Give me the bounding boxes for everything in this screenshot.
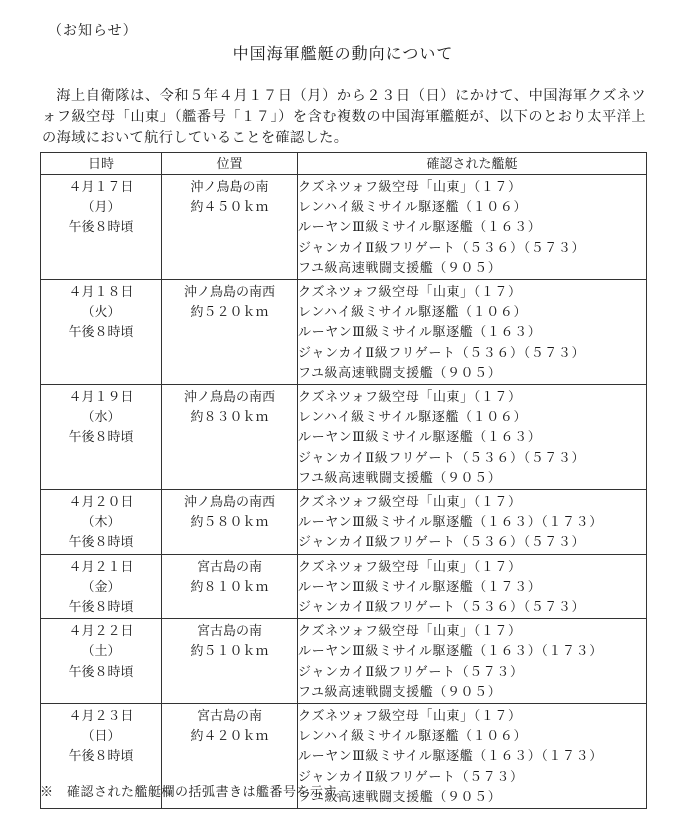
distance-text: 約４５０ｋｍ — [190, 200, 269, 216]
notice-label: （お知らせ） — [48, 23, 138, 39]
datetime-cell — [41, 385, 162, 490]
position-cell — [162, 385, 298, 490]
place-text: 沖ノ鳥島の南西 — [183, 390, 275, 406]
table-row — [41, 385, 647, 490]
weekday-text: （水） — [81, 410, 121, 426]
date-text: ４月２３日 — [68, 709, 134, 725]
vessel-item: ジャンカイⅡ級フリゲート（５７３） — [298, 769, 524, 785]
weekday-text: （火） — [81, 305, 121, 321]
time-text: 午後８時頃 — [68, 749, 134, 765]
vessel-item: フユ級高速戦闘支援艦（９０５） — [298, 365, 502, 381]
vessel-item: フユ級高速戦闘支援艦（９０５） — [298, 470, 502, 486]
weekday-text: （金） — [81, 579, 121, 595]
place-text: 沖ノ鳥島の南西 — [183, 495, 275, 511]
vessel-item: レンハイ級ミサイル駆逐艦（１０６） — [298, 305, 528, 321]
table-row — [41, 280, 647, 385]
weekday-text: （月） — [81, 200, 121, 216]
distance-text: 約５２０ｋｍ — [190, 305, 269, 321]
vessels-cell — [298, 385, 647, 490]
vessel-item: ジャンカイⅡ級フリゲート（５３６）（５７３） — [298, 345, 586, 361]
position-cell — [162, 554, 298, 619]
page-title: 中国海軍艦艇の動向について — [232, 44, 454, 63]
distance-text: 約８１０ｋｍ — [190, 579, 269, 595]
date-text: ４月２２日 — [68, 624, 134, 640]
place-text: 沖ノ鳥島の南 — [190, 180, 269, 195]
vessel-item: ルーヤンⅢ級ミサイル駆逐艦（１６３） — [298, 430, 542, 446]
vessel-item: ジャンカイⅡ級フリゲート（５３６）（５７３） — [298, 240, 586, 256]
vessel-item: クズネツォフ級空母「山東」（１７） — [298, 285, 522, 301]
vessel-item: レンハイ級ミサイル駆逐艦（１０６） — [298, 410, 528, 426]
vessel-item: ジャンカイⅡ級フリゲート（５７３） — [298, 664, 524, 680]
vessel-item: ルーヤンⅢ級ミサイル駆逐艦（１６３）（１７３） — [298, 749, 603, 765]
vessel-item: ジャンカイⅡ級フリゲート（５３６）（５７３） — [298, 450, 586, 466]
distance-text: 約８３０ｋｍ — [190, 410, 269, 426]
place-text: 沖ノ鳥島の南西 — [183, 285, 275, 301]
place-text: 宮古島の南 — [196, 559, 262, 575]
vessel-item: ルーヤンⅢ級ミサイル駆逐艦（１６３）（１７３） — [298, 515, 603, 531]
vessel-item: フユ級高速戦闘支援艦（９０５） — [298, 789, 502, 805]
date-text: ４月１８日 — [68, 285, 134, 301]
vessels-cell — [298, 704, 647, 809]
weekday-text: （木） — [81, 515, 121, 531]
vessel-item: フユ級高速戦闘支援艦（９０５） — [298, 260, 502, 276]
distance-text: 約５８０ｋｍ — [190, 515, 269, 531]
position-cell — [162, 280, 298, 385]
distance-text: 約５１０ｋｍ — [190, 644, 269, 660]
vessel-item: ルーヤンⅢ級ミサイル駆逐艦（１６３） — [298, 220, 542, 236]
intro-text: 海上自衛隊は、令和５年４月１７日（月）から２３日（日）にかけて、中国海軍クズネツォフ級空母「山東」（艦番号「１７」）を含む複数の中国海軍艦艇が、以下のとおり太平洋上の海域において航行していることを確認した。 — [42, 88, 646, 146]
header-position: 位置 — [162, 153, 298, 175]
vessels-cell — [298, 175, 647, 280]
vessels-cell — [298, 619, 647, 704]
vessel-item: フユ級高速戦闘支援艦（９０５） — [298, 684, 502, 700]
vessel-item: クズネツォフ級空母「山東」（１７） — [298, 624, 522, 640]
vessel-item: クズネツォフ級空母「山東」（１７） — [298, 709, 522, 725]
footnote: ※ 確認された艦艇欄の括弧書きは艦番号を示す。 — [40, 785, 350, 800]
vessel-item: クズネツォフ級空母「山東」（１７） — [298, 390, 522, 406]
datetime-cell — [41, 280, 162, 385]
datetime-cell — [41, 619, 162, 704]
table-row — [41, 490, 647, 555]
vessels-cell — [298, 554, 647, 619]
place-text: 宮古島の南 — [196, 624, 262, 640]
table-row — [41, 619, 647, 704]
time-text: 午後８時頃 — [68, 430, 134, 446]
intro-paragraph — [42, 86, 646, 149]
time-text: 午後８時頃 — [68, 325, 134, 341]
place-text: 宮古島の南 — [196, 709, 262, 725]
time-text: 午後８時頃 — [68, 600, 134, 616]
date-text: ４月２１日 — [68, 559, 134, 575]
time-text: 午後８時頃 — [68, 664, 134, 680]
date-text: ４月２０日 — [68, 495, 134, 511]
date-text: ４月１７日 — [68, 180, 134, 195]
table-row — [41, 554, 647, 619]
position-cell — [162, 619, 298, 704]
vessel-item: レンハイ級ミサイル駆逐艦（１０６） — [298, 729, 528, 745]
vessel-table — [40, 152, 647, 809]
vessels-cell — [298, 490, 647, 555]
date-text: ４月１９日 — [68, 390, 134, 406]
time-text: 午後８時頃 — [68, 220, 134, 236]
table-row — [41, 175, 647, 280]
header-datetime: 日時 — [41, 153, 162, 175]
vessel-item: ジャンカイⅡ級フリゲート（５３６）（５７３） — [298, 600, 586, 616]
position-cell — [162, 175, 298, 280]
datetime-cell — [41, 175, 162, 280]
datetime-cell — [41, 490, 162, 555]
vessel-item: レンハイ級ミサイル駆逐艦（１０６） — [298, 200, 528, 216]
datetime-cell — [41, 554, 162, 619]
vessel-item: ルーヤンⅢ級ミサイル駆逐艦（１６３）（１７３） — [298, 644, 603, 660]
time-text: 午後８時頃 — [68, 535, 134, 551]
distance-text: 約４２０ｋｍ — [190, 729, 269, 745]
vessel-item: ジャンカイⅡ級フリゲート（５３６）（５７３） — [298, 535, 586, 551]
vessels-cell — [298, 280, 647, 385]
table-header-row — [41, 153, 647, 175]
position-cell — [162, 490, 298, 555]
vessel-item: ルーヤンⅢ級ミサイル駆逐艦（１６３） — [298, 325, 542, 341]
vessel-item: クズネツォフ級空母「山東」（１７） — [298, 559, 522, 575]
vessel-item: クズネツォフ級空母「山東」（１７） — [298, 495, 522, 511]
header-vessels: 確認された艦艇 — [298, 153, 647, 175]
vessel-item: クズネツォフ級空母「山東」（１７） — [298, 180, 522, 195]
weekday-text: （日） — [81, 729, 121, 745]
weekday-text: （土） — [81, 644, 121, 660]
vessel-item: ルーヤンⅢ級ミサイル駆逐艦（１７３） — [298, 579, 542, 595]
